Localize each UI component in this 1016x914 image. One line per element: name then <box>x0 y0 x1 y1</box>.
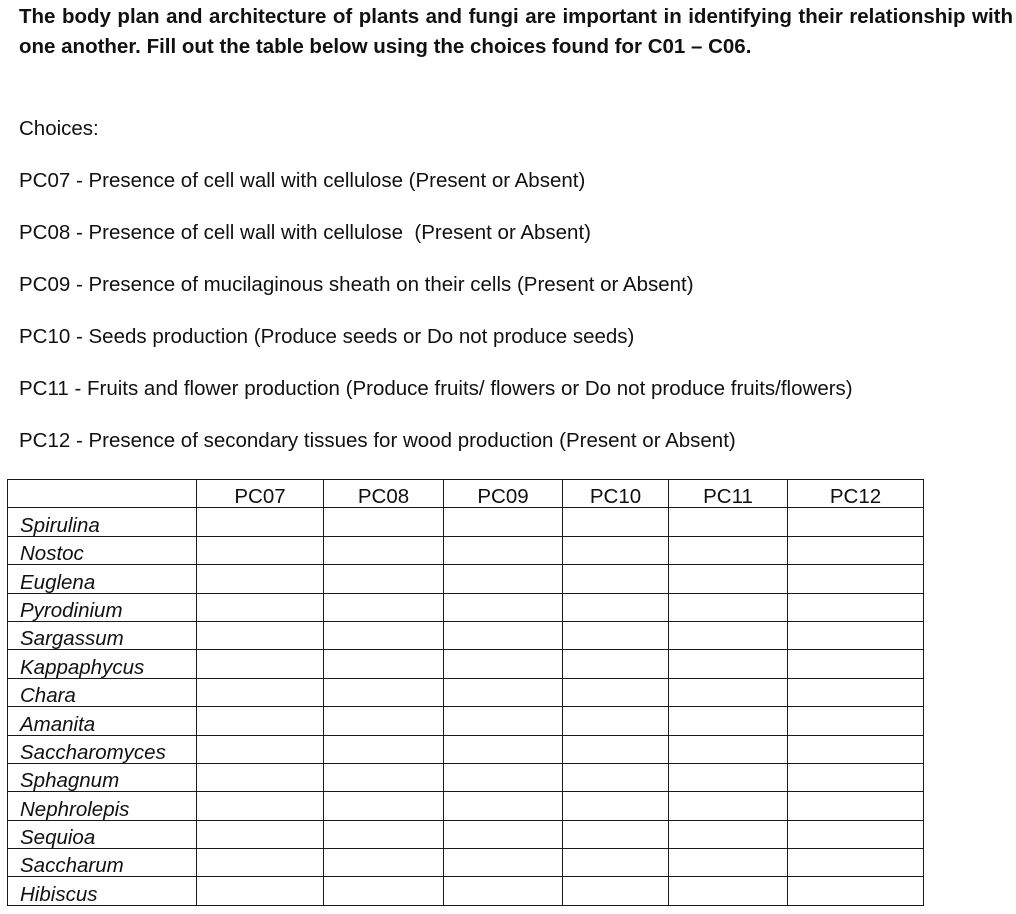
answer-cell-pc10[interactable] <box>563 678 669 706</box>
answer-cell-pc08[interactable] <box>324 678 444 706</box>
column-header-pc07: PC07 <box>197 480 324 508</box>
organism-name: Kappaphycus <box>8 650 197 678</box>
table-row <box>8 820 924 848</box>
column-header-pc11: PC11 <box>669 480 788 508</box>
answer-cell-pc11[interactable] <box>669 849 788 877</box>
choice-pc12: PC12 - Presence of secondary tissues for wood production (Present or Absent) <box>19 429 736 452</box>
organism-name: Hibiscus <box>8 877 197 905</box>
answer-cell-pc08[interactable] <box>324 735 444 763</box>
answer-cell-pc12[interactable] <box>788 792 924 820</box>
answer-cell-pc08[interactable] <box>324 650 444 678</box>
answer-cell-pc12[interactable] <box>788 621 924 649</box>
answer-cell-pc07[interactable] <box>197 678 324 706</box>
header-row <box>8 480 924 508</box>
answer-cell-pc11[interactable] <box>669 707 788 735</box>
organism-name: Saccharum <box>8 849 197 877</box>
answer-cell-pc07[interactable] <box>197 820 324 848</box>
answer-cell-pc11[interactable] <box>669 621 788 649</box>
answer-cell-pc09[interactable] <box>444 536 563 564</box>
answer-cell-pc11[interactable] <box>669 792 788 820</box>
classification-table <box>7 479 924 906</box>
answer-cell-pc12[interactable] <box>788 593 924 621</box>
column-header-pc08: PC08 <box>324 480 444 508</box>
answer-cell-pc12[interactable] <box>788 820 924 848</box>
answer-cell-pc07[interactable] <box>197 763 324 791</box>
answer-cell-pc12[interactable] <box>788 565 924 593</box>
answer-cell-pc08[interactable] <box>324 593 444 621</box>
answer-cell-pc10[interactable] <box>563 508 669 536</box>
answer-cell-pc07[interactable] <box>197 792 324 820</box>
answer-cell-pc10[interactable] <box>563 621 669 649</box>
answer-cell-pc08[interactable] <box>324 792 444 820</box>
answer-cell-pc09[interactable] <box>444 849 563 877</box>
table-row <box>8 593 924 621</box>
answer-cell-pc11[interactable] <box>669 735 788 763</box>
answer-cell-pc07[interactable] <box>197 508 324 536</box>
answer-cell-pc09[interactable] <box>444 565 563 593</box>
table-row <box>8 536 924 564</box>
answer-cell-pc09[interactable] <box>444 707 563 735</box>
instruction-text: The body plan and architecture of plants and fungi are important in identifying their relationship with one another. Fill out the table below using the choices found for C01 – C06. <box>19 5 1013 58</box>
answer-cell-pc08[interactable] <box>324 565 444 593</box>
answer-cell-pc12[interactable] <box>788 735 924 763</box>
table-row <box>8 792 924 820</box>
table-row <box>8 565 924 593</box>
answer-cell-pc07[interactable] <box>197 735 324 763</box>
answer-cell-pc08[interactable] <box>324 763 444 791</box>
answer-cell-pc12[interactable] <box>788 707 924 735</box>
answer-cell-pc08[interactable] <box>324 621 444 649</box>
answer-cell-pc07[interactable] <box>197 877 324 905</box>
organism-name: Nephrolepis <box>8 792 197 820</box>
answer-cell-pc08[interactable] <box>324 536 444 564</box>
answer-cell-pc07[interactable] <box>197 536 324 564</box>
table-row <box>8 877 924 905</box>
answer-cell-pc12[interactable] <box>788 877 924 905</box>
answer-cell-pc07[interactable] <box>197 650 324 678</box>
answer-cell-pc09[interactable] <box>444 735 563 763</box>
answer-cell-pc12[interactable] <box>788 849 924 877</box>
answer-cell-pc09[interactable] <box>444 820 563 848</box>
answer-cell-pc10[interactable] <box>563 820 669 848</box>
answer-cell-pc10[interactable] <box>563 707 669 735</box>
answer-cell-pc11[interactable] <box>669 650 788 678</box>
answer-cell-pc08[interactable] <box>324 877 444 905</box>
answer-cell-pc12[interactable] <box>788 536 924 564</box>
choice-pc11: PC11 - Fruits and flower production (Produce fruits/ flowers or Do not produce fruits/flowers) <box>19 377 853 400</box>
answer-cell-pc09[interactable] <box>444 621 563 649</box>
answer-cell-pc07[interactable] <box>197 849 324 877</box>
table-row <box>8 678 924 706</box>
organism-name: Spirulina <box>8 508 197 536</box>
answer-cell-pc09[interactable] <box>444 593 563 621</box>
answer-cell-pc10[interactable] <box>563 536 669 564</box>
answer-cell-pc08[interactable] <box>324 707 444 735</box>
answer-cell-pc10[interactable] <box>563 877 669 905</box>
column-header-pc12: PC12 <box>788 480 924 508</box>
answer-cell-pc09[interactable] <box>444 877 563 905</box>
organism-name: Sphagnum <box>8 763 197 791</box>
organism-name: Euglena <box>8 565 197 593</box>
answer-cell-pc07[interactable] <box>197 565 324 593</box>
table-row <box>8 735 924 763</box>
answer-cell-pc11[interactable] <box>669 593 788 621</box>
answer-cell-pc10[interactable] <box>563 565 669 593</box>
answer-cell-pc11[interactable] <box>669 678 788 706</box>
table-row <box>8 707 924 735</box>
answer-cell-pc07[interactable] <box>197 621 324 649</box>
answer-cell-pc11[interactable] <box>669 763 788 791</box>
organism-name: Saccharomyces <box>8 735 197 763</box>
answer-cell-pc12[interactable] <box>788 508 924 536</box>
answer-cell-pc09[interactable] <box>444 650 563 678</box>
table-row <box>8 508 924 536</box>
answer-cell-pc12[interactable] <box>788 763 924 791</box>
organism-name: Sequioa <box>8 820 197 848</box>
answer-cell-pc11[interactable] <box>669 508 788 536</box>
column-header-pc10: PC10 <box>563 480 669 508</box>
answer-cell-pc07[interactable] <box>197 593 324 621</box>
answer-cell-pc10[interactable] <box>563 735 669 763</box>
answer-cell-pc10[interactable] <box>563 763 669 791</box>
answer-cell-pc11[interactable] <box>669 877 788 905</box>
answer-cell-pc10[interactable] <box>563 593 669 621</box>
choices-heading: Choices: <box>19 117 99 140</box>
answer-cell-pc09[interactable] <box>444 763 563 791</box>
answer-cell-pc10[interactable] <box>563 849 669 877</box>
choice-pc09: PC09 - Presence of mucilaginous sheath on their cells (Present or Absent) <box>19 273 694 296</box>
column-header-pc09: PC09 <box>444 480 563 508</box>
answer-cell-pc10[interactable] <box>563 792 669 820</box>
answer-cell-pc08[interactable] <box>324 820 444 848</box>
choice-pc08: PC08 - Presence of cell wall with cellulose (Present or Absent) <box>19 221 591 244</box>
answer-cell-pc09[interactable] <box>444 508 563 536</box>
answer-cell-pc11[interactable] <box>669 820 788 848</box>
answer-cell-pc12[interactable] <box>788 678 924 706</box>
answer-cell-pc09[interactable] <box>444 792 563 820</box>
table-row <box>8 650 924 678</box>
answer-cell-pc11[interactable] <box>669 565 788 593</box>
table-row <box>8 621 924 649</box>
choice-pc10: PC10 - Seeds production (Produce seeds or Do not produce seeds) <box>19 325 635 348</box>
answer-cell-pc08[interactable] <box>324 508 444 536</box>
organism-name: Sargassum <box>8 621 197 649</box>
corner-cell <box>8 480 197 508</box>
organism-name: Pyrodinium <box>8 593 197 621</box>
organism-name: Amanita <box>8 707 197 735</box>
organism-name: Nostoc <box>8 536 197 564</box>
table-body <box>8 508 924 905</box>
answer-cell-pc10[interactable] <box>563 650 669 678</box>
answer-cell-pc12[interactable] <box>788 650 924 678</box>
organism-name: Chara <box>8 678 197 706</box>
answer-cell-pc08[interactable] <box>324 849 444 877</box>
table-row <box>8 849 924 877</box>
answer-cell-pc09[interactable] <box>444 678 563 706</box>
choice-pc07: PC07 - Presence of cell wall with cellulose (Present or Absent) <box>19 169 586 192</box>
table-row <box>8 763 924 791</box>
answer-cell-pc07[interactable] <box>197 707 324 735</box>
answer-cell-pc11[interactable] <box>669 536 788 564</box>
